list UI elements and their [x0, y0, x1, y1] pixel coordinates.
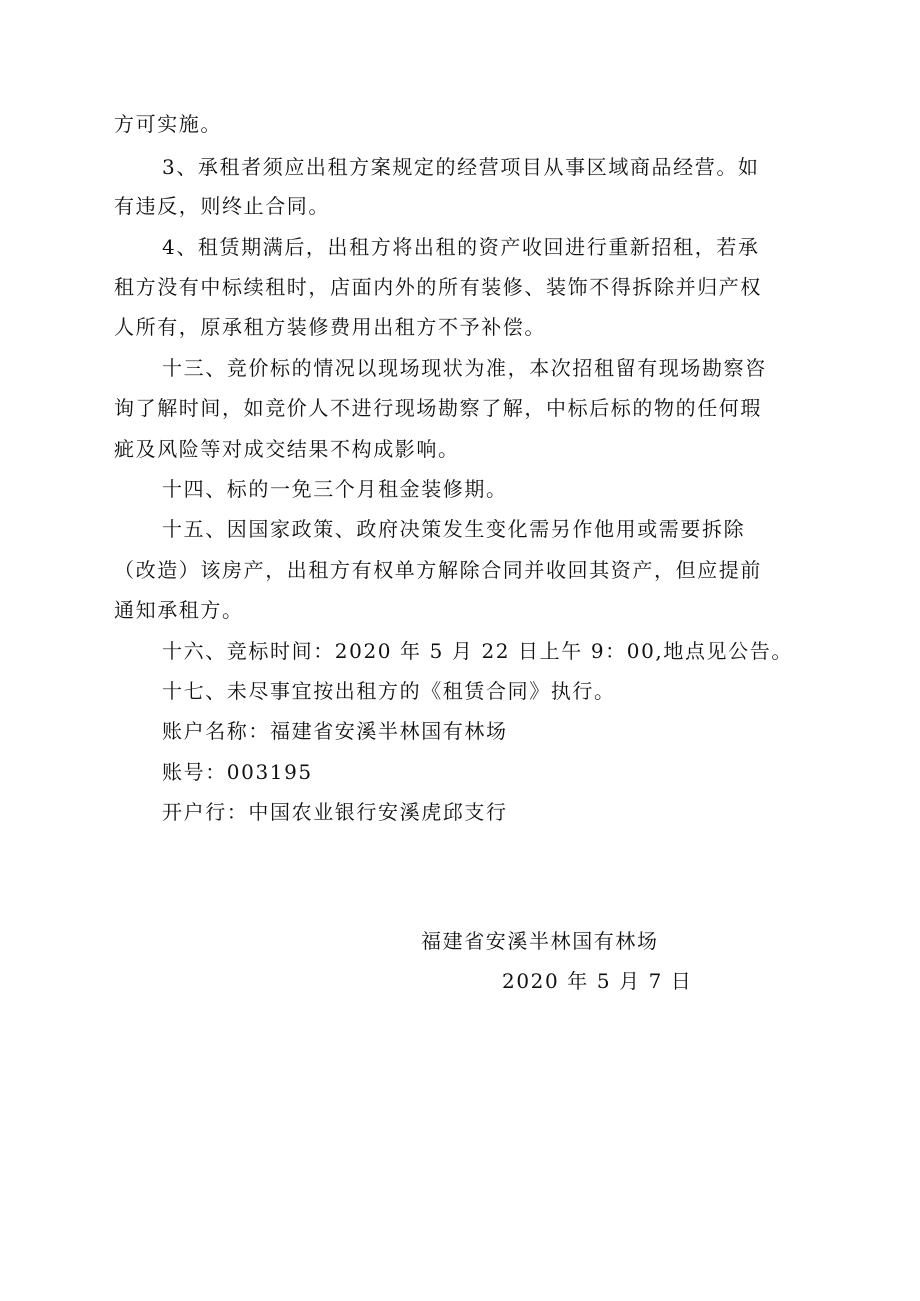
text-line: 十三、竞价标的情况以现场现状为准，本次招租留有现场勘察咨	[162, 356, 767, 380]
text-line: 十五、因国家政策、政府决策发生变化需另作他用或需要拆除	[162, 517, 746, 541]
text-line: 方可实施。	[114, 112, 222, 136]
text-line: 疵及风险等对成交结果不构成影响。	[114, 437, 460, 461]
signature-org: 福建省安溪半林国有林场	[421, 929, 659, 953]
signature-date: 2020 年 5 月 7 日	[502, 969, 693, 993]
text-line: 3、承租者须应出租方案规定的经营项目从事区域商品经营。如	[162, 155, 760, 179]
text-line: 租方没有中标续租时，店面内外的所有装修、装饰不得拆除并归产权	[114, 275, 762, 299]
text-line: 十六、竞标时间：2020 年 5 月 22 日上午 9：00,地点见公告。	[162, 639, 793, 663]
text-line: 4、租赁期满后，出租方将出租的资产收回进行重新招租，若承	[162, 235, 760, 259]
text-line: （改造）该房产，出租方有权单方解除合同并收回其资产，但应提前	[114, 558, 762, 582]
text-line: 通知承租方。	[114, 598, 244, 622]
account-number: 账号：003195	[162, 760, 313, 784]
text-line: 人所有，原承租方装修费用出租方不予补偿。	[114, 315, 546, 339]
text-line: 十四、标的一免三个月租金装修期。	[162, 477, 508, 501]
bank-name: 开户行：中国农业银行安溪虎邱支行	[162, 800, 508, 824]
text-line: 有违反，则终止合同。	[114, 194, 330, 218]
text-line: 询了解时间，如竞价人不进行现场勘察了解，中标后标的物的任何瑕	[114, 396, 762, 420]
account-name: 账户名称：福建省安溪半林国有林场	[162, 719, 508, 743]
text-line: 十七、未尽事宜按出租方的《租赁合同》执行。	[162, 679, 616, 703]
